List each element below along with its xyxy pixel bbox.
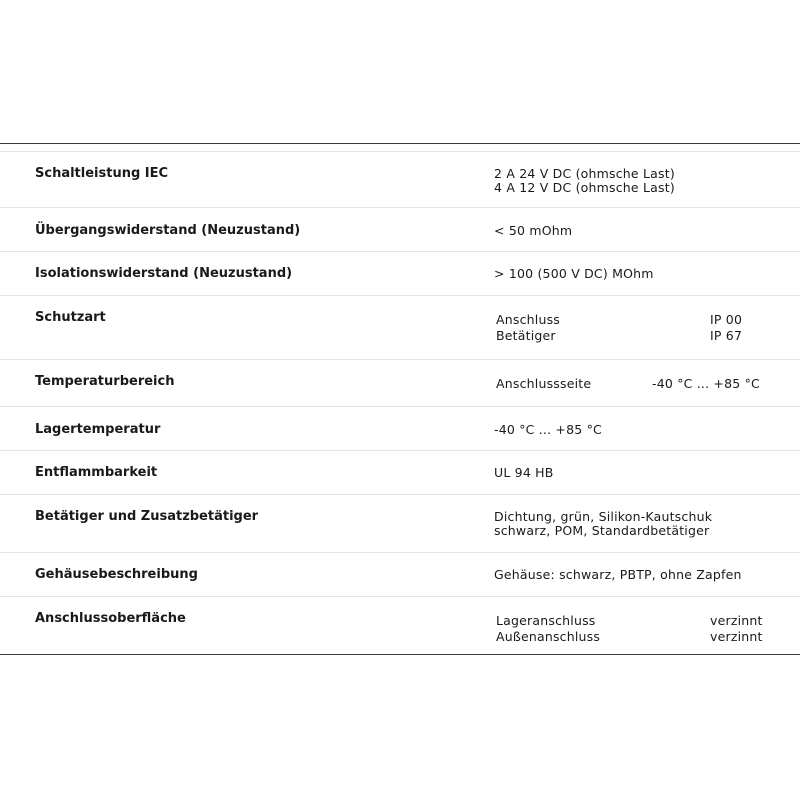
spec-sub-name: Anschlussseite	[496, 376, 592, 391]
spec-sub-name: Außenanschluss	[496, 629, 601, 644]
spec-label: Isolationswiderstand (Neuzustand)	[35, 266, 293, 281]
spec-row-entflammbarkeit	[0, 451, 800, 495]
spec-label: Anschlussoberfläche	[35, 611, 186, 626]
spec-value-line: 4 A 12 V DC (ohmsche Last)	[494, 180, 675, 195]
spec-row-schaltleistung	[0, 151, 800, 208]
spec-row-anschlussoberflaeche	[0, 597, 800, 655]
spec-label: Gehäusebeschreibung	[35, 567, 198, 582]
spec-value-line: Gehäuse: schwarz, PBTP, ohne Zapfen	[494, 567, 742, 582]
spec-sub-name: Lageranschluss	[496, 613, 596, 628]
spec-value-line: Dichtung, grün, Silikon-Kautschuk	[494, 509, 713, 524]
spec-value-line: UL 94 HB	[494, 465, 554, 480]
spec-row-isolationswiderstand	[0, 252, 800, 296]
spec-label: Übergangswiderstand (Neuzustand)	[35, 223, 301, 238]
spec-label: Temperaturbereich	[35, 374, 175, 389]
spec-sub-value: verzinnt	[710, 629, 763, 644]
spec-table	[0, 143, 800, 655]
spec-sub-name: Betätiger	[496, 328, 556, 343]
spec-sub-value: verzinnt	[710, 613, 763, 628]
spec-row-uebergangswiderstand	[0, 208, 800, 252]
spec-label: Schutzart	[35, 310, 106, 325]
spec-row-lagertemperatur	[0, 407, 800, 451]
spec-label: Betätiger und Zusatzbetätiger	[35, 509, 259, 524]
spec-sub-value: IP 00	[710, 312, 743, 327]
spec-sub-value: -40 °C ... +85 °C	[652, 376, 760, 391]
spec-sub-value: IP 67	[710, 328, 743, 343]
spec-value-line: 2 A 24 V DC (ohmsche Last)	[494, 166, 675, 181]
spec-value-line: < 50 mOhm	[494, 223, 573, 238]
spec-label: Schaltleistung IEC	[35, 166, 169, 181]
spec-row-schutzart	[0, 296, 800, 360]
spec-value-line: -40 °C ... +85 °C	[494, 422, 602, 437]
spec-row-betaetiger	[0, 495, 800, 553]
spec-value-line: schwarz, POM, Standardbetätiger	[494, 523, 710, 538]
spec-sub-name: Anschluss	[496, 312, 561, 327]
spec-row-gehaeusebeschreibung	[0, 553, 800, 597]
spec-row-temperaturbereich	[0, 360, 800, 407]
spec-label: Entflammbarkeit	[35, 465, 158, 480]
spec-label: Lagertemperatur	[35, 422, 161, 437]
spec-value-line: > 100 (500 V DC) MOhm	[494, 266, 654, 281]
